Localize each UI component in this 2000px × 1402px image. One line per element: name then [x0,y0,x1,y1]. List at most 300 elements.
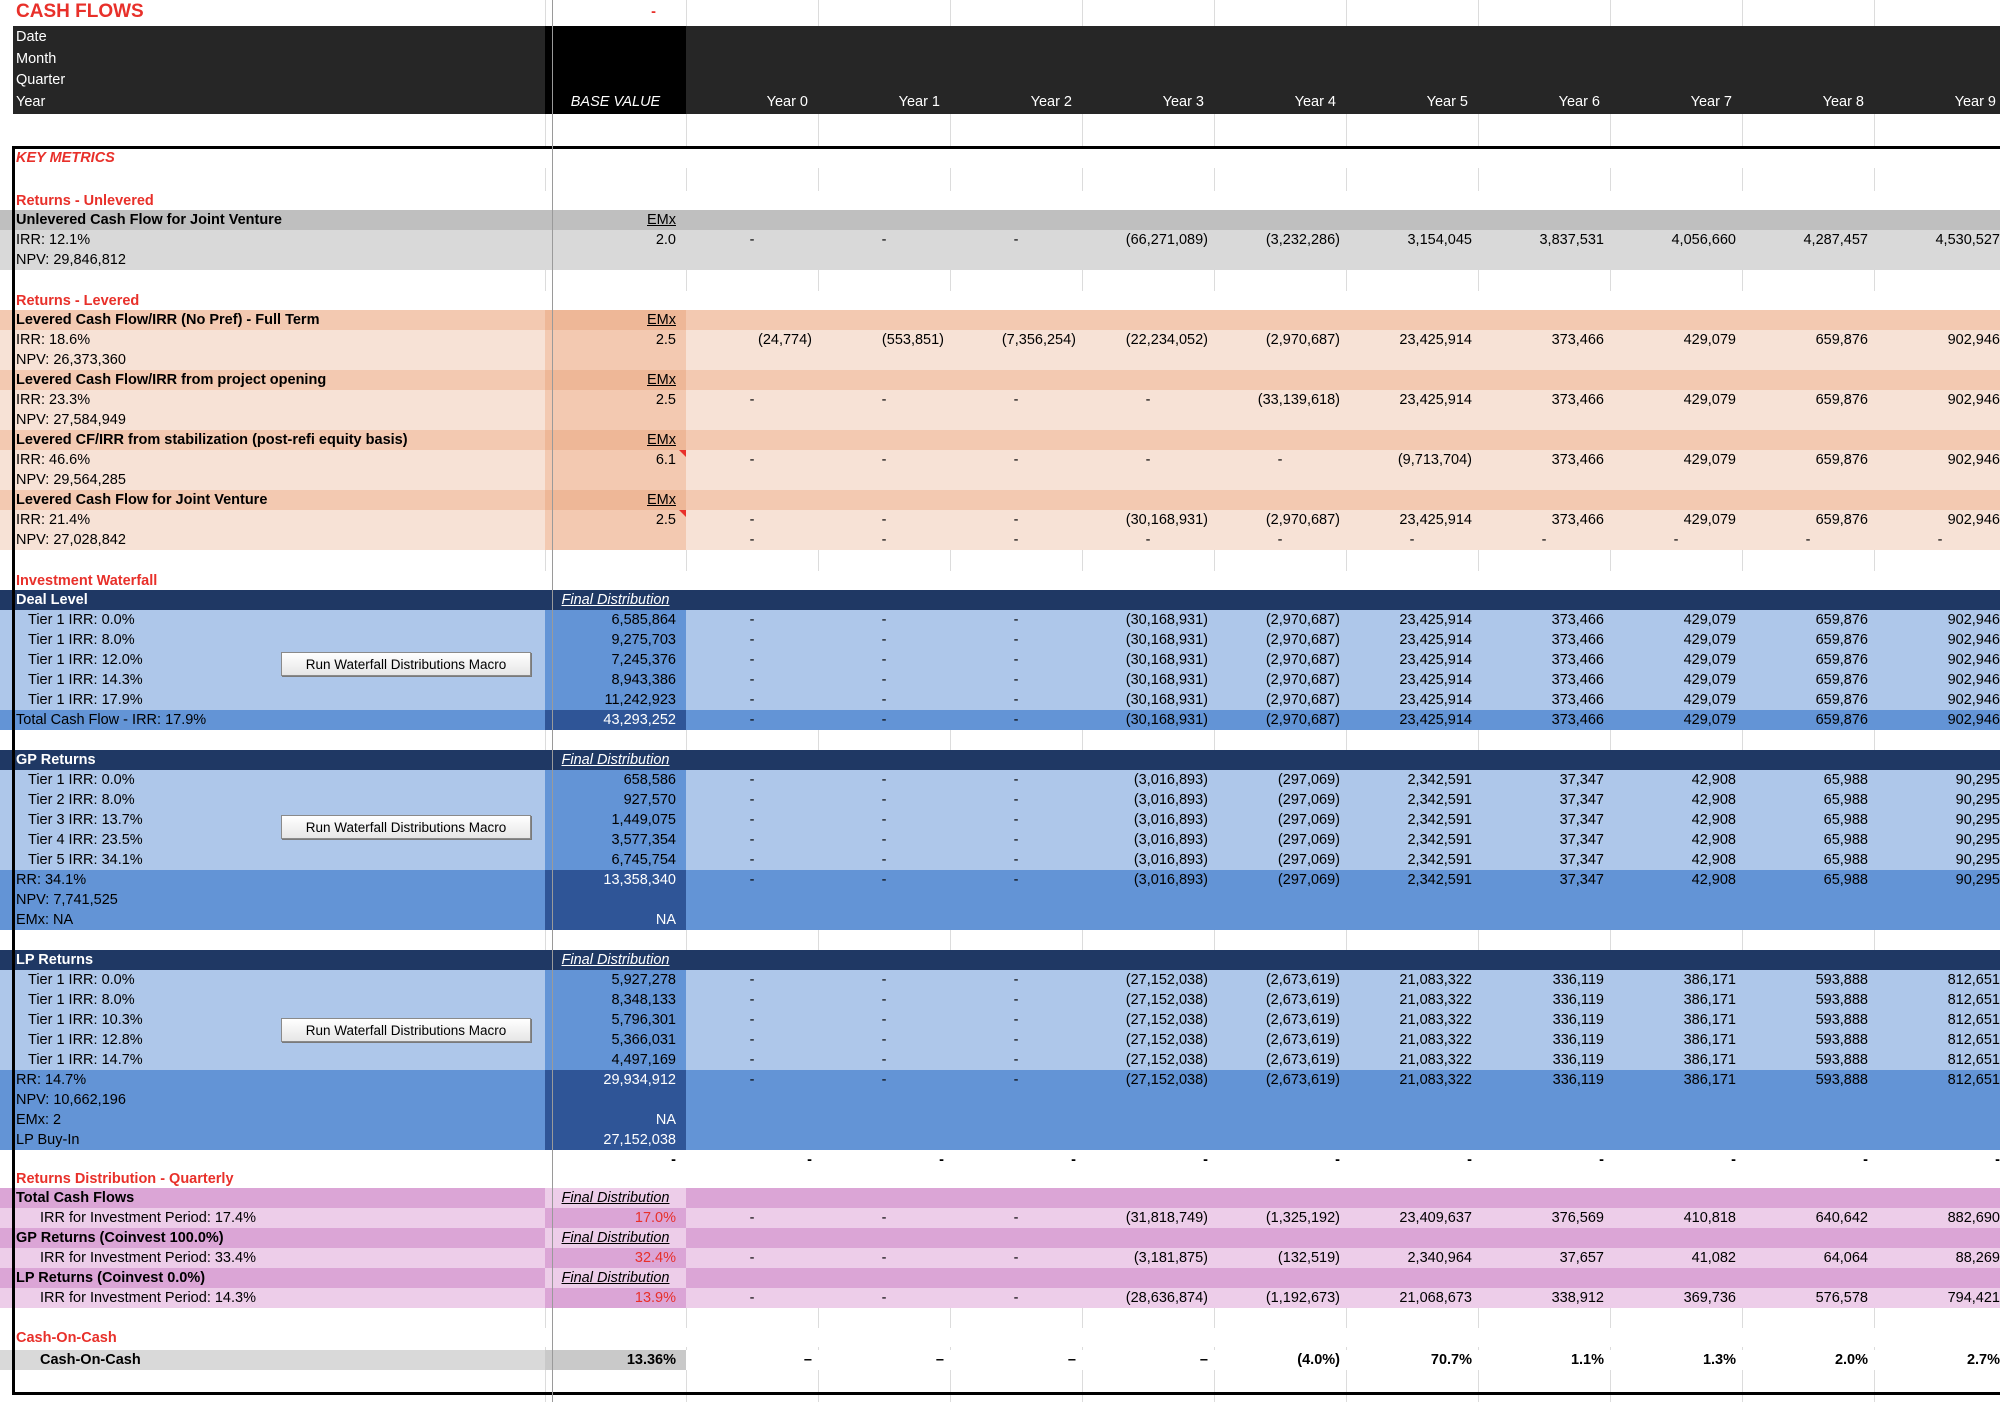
year-value-cell: - [749,852,755,868]
year-value-cell: (3,232,286) [1265,232,1340,248]
sheet-row-r-gp-h [0,750,2000,770]
year-value-cell: (2,673,619) [1265,992,1340,1008]
year-value-cell: - [1145,392,1151,408]
year-value-cell: (27,152,038) [1125,992,1208,1008]
row-label: GP Returns (Coinvest 100.0%) [0,1228,545,1248]
sheet-row-r-lev2-irr [0,390,2000,410]
year-header-7: Year 7 [1690,94,1732,110]
year-value-cell: 336,119 [1552,992,1604,1008]
run-waterfall-macro-button-lp[interactable]: Run Waterfall Distributions Macro [281,1018,531,1042]
year-values-bg [686,1268,2000,1288]
year-value-cell: (27,152,038) [1125,1052,1208,1068]
year-value-cell: 376,569 [1551,1210,1604,1226]
year-value-cell: - [1013,852,1019,868]
base-value-cell: 13,358,340 [545,870,686,890]
year-value-cell: (30,168,931) [1125,512,1208,528]
row-label: Total Cash Flow - IRR: 17.9% [0,710,545,730]
base-value-cell: NA [545,1110,686,1130]
year-values-bg [686,410,2000,430]
year-value-cell: 42,908 [1691,872,1736,888]
year-value-cell: (27,152,038) [1125,972,1208,988]
year-value-cell: - [1013,512,1019,528]
year-value-cell: 37,347 [1559,812,1604,828]
year-value-cell: 23,425,914 [1399,512,1472,528]
sheet-row-r-lev4-irr [0,510,2000,530]
year-value-cell: - [749,652,755,668]
year-values-bg [686,1169,2000,1188]
year-value-cell: 902,946 [1947,332,2000,348]
base-value-header: BASE VALUE [570,94,661,110]
base-value-cell [545,1090,686,1110]
year-value-cell: 593,888 [1815,1052,1868,1068]
sheet-row-r-gp5 [0,850,2000,870]
year-value-cell: (297,069) [1277,772,1340,788]
year-value-cell: - [1013,832,1019,848]
year-value-cell: - [1277,452,1283,468]
year-value-cell: - [1013,452,1019,468]
base-value-cell: 3,577,354 [545,830,686,850]
year-value-cell: (2,970,687) [1265,512,1340,528]
comment-flag [679,450,686,457]
year-value-cell: (7,356,254) [1001,332,1076,348]
year-value-cell: 373,466 [1551,452,1604,468]
sheet-row-r-lev1-irr [0,330,2000,350]
year-value-cell: - [881,672,887,688]
year-value-cell: - [749,1072,755,1088]
run-waterfall-macro-button-deal[interactable]: Run Waterfall Distributions Macro [281,652,531,676]
year-value-cell: - [939,1152,944,1168]
year-value-cell: 2,342,591 [1407,772,1472,788]
year-value-cell: - [1013,1210,1019,1226]
year-value-cell: (297,069) [1277,852,1340,868]
year-value-cell: 42,908 [1691,792,1736,808]
year-value-cell: - [749,792,755,808]
year-value-cell: 23,425,914 [1399,612,1472,628]
year-value-cell: (2,673,619) [1265,1032,1340,1048]
year-value-cell: (2,673,619) [1265,1052,1340,1068]
year-header-2: Year 2 [1030,94,1072,110]
year-value-cell: 64,064 [1823,1250,1868,1266]
year-value-cell: 23,425,914 [1399,692,1472,708]
year-value-cell: - [1071,1152,1076,1168]
year-value-cell: 3,837,531 [1539,232,1604,248]
sheet-row-r-tcf [0,1208,2000,1228]
year-value-cell: (30,168,931) [1125,712,1208,728]
year-value-cell: - [1013,812,1019,828]
run-waterfall-macro-button-gp[interactable]: Run Waterfall Distributions Macro [281,815,531,839]
year-values-bg [686,1090,2000,1110]
year-value-cell: 90,295 [1955,872,2000,888]
year-value-cell: 794,421 [1947,1290,2000,1306]
row-label: Tier 1 IRR: 0.0% [0,970,545,990]
year-value-cell: 373,466 [1551,512,1604,528]
year-value-cell: 37,347 [1559,872,1604,888]
base-value-cell: 43,293,252 [545,710,686,730]
base-value-cell [545,890,686,910]
year-value-cell: - [749,712,755,728]
year-value-cell: - [881,692,887,708]
year-value-cell: 659,876 [1815,632,1868,648]
sheet-row-r-lp-npv [0,1090,2000,1110]
base-value-cell: 2.0 [545,230,686,250]
year-values-bg [686,1188,2000,1208]
year-values-bg [686,350,2000,370]
row-label: Unlevered Cash Flow for Joint Venture [0,210,545,230]
year-value-cell: 429,079 [1683,392,1736,408]
base-value-cell: 8,943,386 [545,670,686,690]
year-value-cell: (3,016,893) [1133,772,1208,788]
row-label: RR: 34.1% [0,870,545,890]
year-value-cell: - [881,812,887,828]
row-label: Tier 1 IRR: 14.7% [0,1050,545,1070]
year-value-cell: - [1013,1290,1019,1306]
year-value-cell: (297,069) [1277,872,1340,888]
year-value-cell: 659,876 [1815,692,1868,708]
year-value-cell: - [749,1052,755,1068]
row-label: NPV: 27,028,842 [0,530,545,550]
base-value-cell: 1,449,075 [545,810,686,830]
year-value-cell: (2,970,687) [1265,332,1340,348]
year-value-cell: 386,171 [1683,1032,1736,1048]
year-value-cell: 336,119 [1552,972,1604,988]
year-value-cell: - [749,812,755,828]
year-value-cell: - [749,392,755,408]
year-value-cell: (1,192,673) [1265,1290,1340,1306]
row-label: NPV: 26,373,360 [0,350,545,370]
year-value-cell: - [749,1032,755,1048]
year-value-cell: 4,056,660 [1671,232,1736,248]
year-header-8: Year 8 [1822,94,1864,110]
year-value-cell: - [1673,532,1679,548]
year-value-cell: 593,888 [1815,1032,1868,1048]
year-value-cell: 23,425,914 [1399,712,1472,728]
row-label: LP Returns [0,950,545,970]
year-value-cell: (3,016,893) [1133,812,1208,828]
sheet-row-r-deal1 [0,610,2000,630]
year-value-cell: - [1013,792,1019,808]
base-value-cell: 7,245,376 [545,650,686,670]
year-value-cell: - [749,452,755,468]
year-value-cell: - [1937,532,1943,548]
year-value-cell: – [1199,1352,1208,1368]
year-value-cell: - [1013,1072,1019,1088]
year-value-cell: - [1409,532,1415,548]
year-value-cell: – [935,1352,944,1368]
sheet-row-r-lp-h [0,950,2000,970]
year-values-bg [686,370,2000,390]
row-label: IRR: 18.6% [0,330,545,350]
year-value-cell: - [881,532,887,548]
sheet-row-r-lp-buy [0,1130,2000,1150]
year-value-cell: 429,079 [1683,692,1736,708]
base-value-cell: 11,242,923 [545,690,686,710]
year-header-3: Year 3 [1162,94,1204,110]
year-value-cell: (2,970,687) [1265,692,1340,708]
row-label: Tier 1 IRR: 0.0% [0,770,545,790]
base-value-cell [545,350,686,370]
base-value-cell: 13.9% [545,1288,686,1308]
row-label: Returns - Levered [0,291,545,310]
year-header-1: Year 1 [898,94,940,110]
year-value-cell: 65,988 [1823,772,1868,788]
year-header-5: Year 5 [1426,94,1468,110]
year-value-cell: - [881,1012,887,1028]
sheet-row-r-gp2 [0,790,2000,810]
header-label-quarter: Quarter [16,72,66,88]
sheet-row-r-lev3-npv [0,470,2000,490]
year-value-cell: 373,466 [1551,612,1604,628]
row-label: Tier 2 IRR: 8.0% [0,790,545,810]
year-value-cell: 37,347 [1559,772,1604,788]
sheet-row-r-unlev-irr [0,230,2000,250]
year-value-cell: – [1067,1352,1076,1368]
year-value-cell: (66,271,089) [1125,232,1208,248]
year-values-bg [686,890,2000,910]
base-value-cell: Final Distribution [545,1228,686,1248]
year-value-cell: - [1731,1152,1736,1168]
year-values-bg [686,470,2000,490]
year-value-cell: 42,908 [1691,812,1736,828]
year-value-cell: 373,466 [1551,392,1604,408]
year-value-cell: 373,466 [1551,652,1604,668]
sheet-row-r-lpc-h [0,1268,2000,1288]
title-dash: - [651,4,656,20]
year-values-bg [686,191,2000,210]
year-value-cell: - [881,1072,887,1088]
year-value-cell: 70.7% [1430,1352,1472,1368]
base-value-cell: 658,586 [545,770,686,790]
row-label: Levered Cash Flow/IRR from project opening [0,370,545,390]
year-value-cell: - [1013,772,1019,788]
year-value-cell: 882,690 [1947,1210,2000,1226]
year-values-bg [686,1328,2000,1347]
year-value-cell: (30,168,931) [1125,652,1208,668]
row-label: NPV: 10,662,196 [0,1090,545,1110]
base-value-cell: 9,275,703 [545,630,686,650]
year-value-cell: - [1145,452,1151,468]
year-values-bg [686,210,2000,230]
year-value-cell: 812,651 [1947,1072,2000,1088]
sheet-row-r-lev4-h [0,490,2000,510]
year-values-bg [686,250,2000,270]
year-value-cell: 429,079 [1683,712,1736,728]
year-value-cell: 373,466 [1551,672,1604,688]
base-value-cell [545,530,686,550]
sheet-row-r-unlev-h [0,210,2000,230]
year-value-cell: (30,168,931) [1125,692,1208,708]
row-label: Returns Distribution - Quarterly [0,1169,545,1188]
year-values-bg [686,310,2000,330]
row-label: KEY METRICS [0,148,545,168]
year-value-cell: 659,876 [1815,512,1868,528]
row-label: Tier 1 IRR: 12.0% [0,650,545,670]
year-values-bg [686,148,2000,168]
year-value-cell: - [1013,1012,1019,1028]
base-value-cell: Final Distribution [545,1188,686,1208]
year-header-4: Year 4 [1294,94,1336,110]
sheet-row-r-lp-rr [0,1070,2000,1090]
year-value-cell: - [1013,992,1019,1008]
year-value-cell: 386,171 [1683,1072,1736,1088]
year-value-cell: (2,970,687) [1265,612,1340,628]
year-value-cell: - [1013,1032,1019,1048]
row-label: Cash-On-Cash [0,1350,545,1370]
year-value-cell: - [1599,1152,1604,1168]
year-value-cell: 88,269 [1955,1250,2000,1266]
year-value-cell: 812,651 [1947,992,2000,1008]
year-value-cell: - [881,1290,887,1306]
row-label: IRR for Investment Period: 17.4% [0,1208,545,1228]
year-value-cell: - [1805,532,1811,548]
year-value-cell: 90,295 [1955,832,2000,848]
row-label: LP Returns (Coinvest 0.0%) [0,1268,545,1288]
row-label: Tier 1 IRR: 10.3% [0,1010,545,1030]
year-value-cell: 90,295 [1955,852,2000,868]
sheet-title: CASH FLOWS [16,1,144,22]
row-label: RR: 14.7% [0,1070,545,1090]
year-value-cell: - [881,1210,887,1226]
year-values-bg [686,910,2000,930]
year-value-cell: - [749,612,755,628]
base-value-cell: Final Distribution [545,750,686,770]
sheet-row-r-deal2 [0,630,2000,650]
year-value-cell: (33,139,618) [1257,392,1340,408]
year-value-cell: 2,342,591 [1407,872,1472,888]
sheet-row-r-ret-lev [0,291,2000,310]
sheet-row-r-lp2 [0,990,2000,1010]
year-value-cell: 902,946 [1947,612,2000,628]
year-value-cell: 386,171 [1683,992,1736,1008]
year-value-cell: 65,988 [1823,832,1868,848]
year-value-cell: 429,079 [1683,632,1736,648]
base-value-cell [545,1169,686,1188]
year-values-bg [686,1110,2000,1130]
year-value-cell: - [1145,532,1151,548]
year-value-cell: - [1013,652,1019,668]
row-label: Tier 4 IRR: 23.5% [0,830,545,850]
row-label: IRR: 12.1% [0,230,545,250]
year-value-cell: 90,295 [1955,772,2000,788]
base-value-cell: 5,366,031 [545,1030,686,1050]
year-value-cell: 41,082 [1691,1250,1736,1266]
sheet-row-r-gp1 [0,770,2000,790]
year-value-cell: (3,016,893) [1133,872,1208,888]
year-value-cell: - [881,1052,887,1068]
year-value-cell: - [749,832,755,848]
year-value-cell: 429,079 [1683,452,1736,468]
sheet-row-r-lev2-h [0,370,2000,390]
row-label: IRR: 46.6% [0,450,545,470]
year-value-cell: 338,912 [1551,1290,1604,1306]
year-value-cell: - [1013,972,1019,988]
year-value-cell: (22,234,052) [1125,332,1208,348]
year-value-cell: 373,466 [1551,712,1604,728]
year-value-cell: - [749,692,755,708]
year-value-cell: - [1013,632,1019,648]
year-value-cell: 21,083,322 [1399,972,1472,988]
year-value-cell: 593,888 [1815,1072,1868,1088]
year-value-cell: (1,325,192) [1265,1210,1340,1226]
year-value-cell: 373,466 [1551,332,1604,348]
base-value-cell: 32.4% [545,1248,686,1268]
base-value-cell: 927,570 [545,790,686,810]
year-value-cell: - [749,992,755,1008]
base-value-cell [545,1328,686,1347]
base-value-cell: NA [545,910,686,930]
year-value-cell: 429,079 [1683,512,1736,528]
year-value-cell: 812,651 [1947,1012,2000,1028]
sheet-row-r-gp-npv [0,890,2000,910]
base-value-cell: 8,348,133 [545,990,686,1010]
year-value-cell: - [1467,1152,1472,1168]
year-value-cell: 23,425,914 [1399,632,1472,648]
row-label: NPV: 29,564,285 [0,470,545,490]
year-value-cell: (30,168,931) [1125,672,1208,688]
sheet-row-r-tcf-h [0,1188,2000,1208]
year-value-cell: 386,171 [1683,1012,1736,1028]
year-value-cell: - [881,612,887,628]
year-value-cell: - [1013,872,1019,888]
year-value-cell: (2,673,619) [1265,1072,1340,1088]
sheet-row-r-retdist [0,1169,2000,1188]
base-value-cell: Final Distribution [545,950,686,970]
base-value-cell: 2.5 [545,510,686,530]
year-value-cell: - [881,1250,887,1266]
row-label: NPV: 27,584,949 [0,410,545,430]
year-value-cell: - [881,632,887,648]
year-value-cell: - [749,632,755,648]
year-value-cell: 659,876 [1815,652,1868,668]
year-value-cell: 2,342,591 [1407,792,1472,808]
year-value-cell: 21,083,322 [1399,992,1472,1008]
year-value-cell: 37,657 [1559,1250,1604,1266]
year-value-cell: 812,651 [1947,972,2000,988]
year-value-cell: (297,069) [1277,832,1340,848]
sheet-row-r-gpc-h [0,1228,2000,1248]
year-value-cell: 593,888 [1815,992,1868,1008]
row-label: GP Returns [0,750,545,770]
year-value-cell: - [1013,1052,1019,1068]
year-value-cell: - [1013,692,1019,708]
year-value-cell: - [881,512,887,528]
row-label: Tier 1 IRR: 8.0% [0,630,545,650]
sheet-row-r-lev4-npv [0,530,2000,550]
year-value-cell: - [1013,672,1019,688]
year-value-cell: (27,152,038) [1125,1032,1208,1048]
year-value-cell: - [881,972,887,988]
year-value-cell: 902,946 [1947,672,2000,688]
sheet-row-r-unlev-npv [0,250,2000,270]
base-value-cell [545,191,686,210]
row-label [0,1150,545,1170]
year-value-cell: 410,818 [1683,1210,1736,1226]
year-value-cell: - [881,872,887,888]
base-value-cell: 17.0% [545,1208,686,1228]
year-value-cell: 902,946 [1947,632,2000,648]
year-value-cell: 21,083,322 [1399,1052,1472,1068]
year-value-cell: - [807,1152,812,1168]
year-value-cell: - [749,1012,755,1028]
row-label: EMx: 2 [0,1110,545,1130]
sheet-row-r-dashes [0,1150,2000,1170]
row-label: Returns - Unlevered [0,191,545,210]
base-value-cell: 29,934,912 [545,1070,686,1090]
sheet-row-r-deal-h [0,590,2000,610]
sheet-row-r-deal-tot [0,710,2000,730]
year-value-cell: (553,851) [881,332,944,348]
year-value-cell: 90,295 [1955,792,2000,808]
base-value-cell: 2.5 [545,390,686,410]
